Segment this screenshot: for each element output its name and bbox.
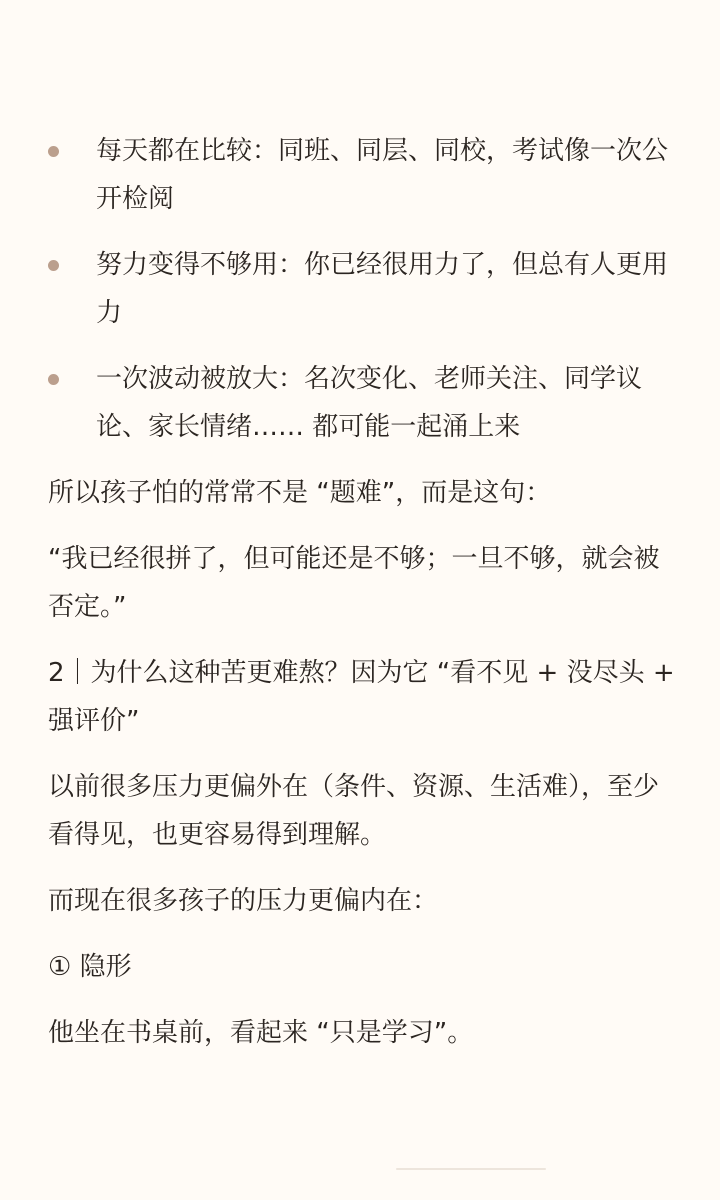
subheading-invisible: ① 隐形	[48, 952, 132, 982]
paragraph-past-pressure: 以前很多压力更偏外在（条件、资源、生活难），至少看得见，也更容易得到理解。	[48, 772, 660, 850]
paragraph-desk: 他坐在书桌前，看起来 “只是学习”。	[48, 1018, 474, 1048]
bottom-divider	[396, 1168, 546, 1170]
list-item-text: 一次波动被放大：名次变化、老师关注、同学议论、家长情绪…… 都可能一起涌上来	[96, 364, 643, 442]
list-item-text: 努力变得不够用：你已经很用力了，但总有人更用力	[96, 250, 669, 328]
article-body	[48, 127, 684, 1075]
list-item-text: 每天都在比较：同班、同层、同校，考试像一次公开检阅	[96, 136, 669, 214]
paragraph-fear-intro: 所以孩子怕的常常不是 “题难”，而是这句：	[48, 478, 552, 508]
bullet-dot-icon	[48, 146, 59, 157]
list-item	[48, 241, 684, 337]
paragraph-current-pressure: 而现在很多孩子的压力更偏内在：	[48, 886, 439, 916]
list-item	[48, 355, 684, 451]
paragraph-quote: “我已经很拼了，但可能还是不够；一旦不够，就会被否定。”	[48, 544, 660, 622]
bullet-dot-icon	[48, 260, 59, 271]
list-item	[48, 127, 684, 223]
bullet-list	[48, 127, 684, 451]
section-heading: 2｜为什么这种苦更难熬？因为它 “看不见 + 没尽头 + 强评价”	[48, 658, 675, 736]
bullet-dot-icon	[48, 374, 59, 385]
